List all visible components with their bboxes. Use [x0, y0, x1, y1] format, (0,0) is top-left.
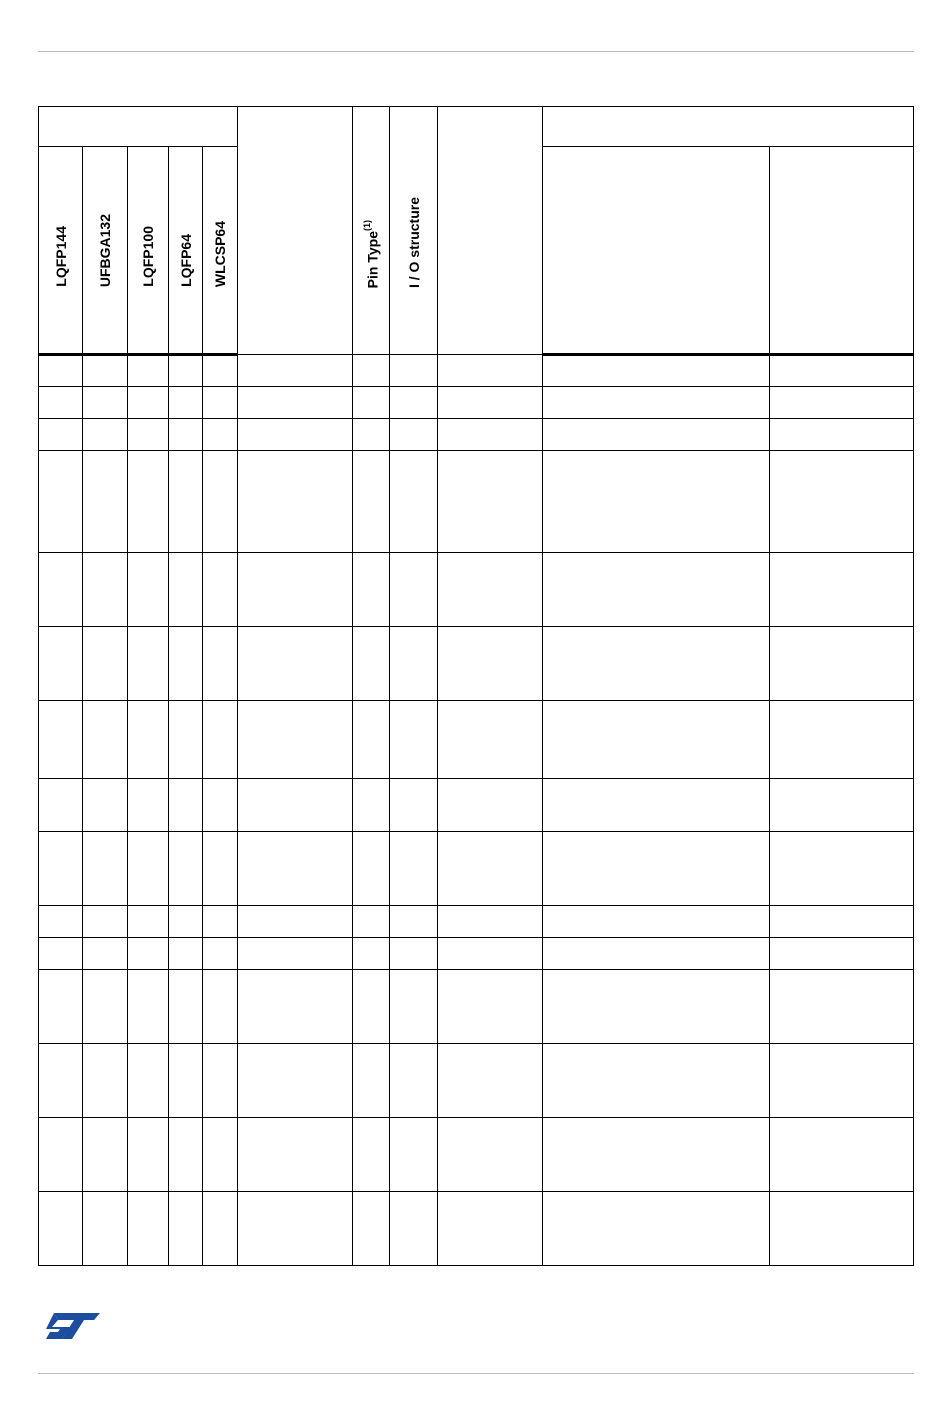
package-label: LQFP64 — [177, 234, 194, 287]
footer-rule — [38, 1373, 914, 1374]
table-row — [39, 627, 914, 701]
table-row — [39, 419, 914, 451]
pin-number-group-header — [39, 107, 238, 147]
header-rule — [38, 51, 914, 52]
package-label: LQFP144 — [52, 226, 69, 287]
table-row — [39, 1044, 914, 1118]
pin-type-header — [353, 107, 390, 355]
alternate-functions-header — [543, 147, 770, 355]
package-label: WLCSP64 — [212, 220, 229, 287]
table-row — [39, 832, 914, 906]
notes-header — [438, 107, 543, 355]
pin-name-header — [238, 107, 353, 355]
alternate-functions-group-header — [543, 107, 914, 147]
pin-definition-table — [38, 106, 914, 1266]
table-row — [39, 779, 914, 832]
io-structure-header — [390, 107, 438, 355]
table-row — [39, 701, 914, 779]
table-row — [39, 451, 914, 553]
table-row — [39, 938, 914, 970]
io-structure-label: I / O structure — [405, 196, 422, 288]
package-header-lqfp100 — [128, 147, 169, 355]
table-row — [39, 1192, 914, 1266]
header-row-group — [39, 107, 914, 147]
package-label: UFBGA132 — [97, 213, 113, 287]
package-header-lqfp64 — [169, 147, 203, 355]
table-row — [39, 906, 914, 938]
pin-type-label: Pin Type$^{(1)}$ — [361, 219, 381, 288]
package-header-ufbga132 — [83, 147, 128, 355]
st-logo-icon — [44, 1311, 102, 1343]
package-label: LQFP100 — [140, 226, 156, 287]
table-row — [39, 970, 914, 1044]
additional-functions-header — [770, 147, 914, 355]
table-row — [39, 387, 914, 419]
table-row — [39, 1118, 914, 1192]
table-row — [39, 553, 914, 627]
package-header-wlcsp64 — [203, 147, 238, 355]
table-row — [39, 355, 914, 387]
package-header-lqfp144 — [39, 147, 83, 355]
